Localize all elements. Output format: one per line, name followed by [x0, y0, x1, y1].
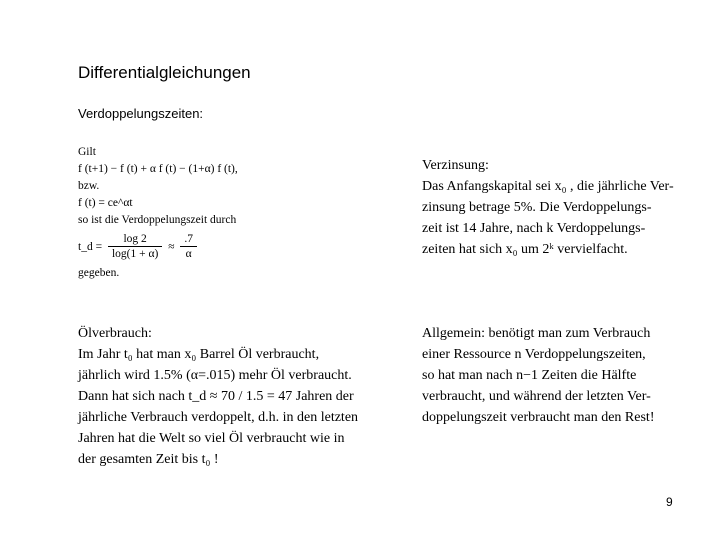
gegeben-text: gegeben. — [78, 267, 120, 279]
doubling-time-intro: so ist die Verdoppelungszeit durch — [78, 214, 237, 226]
general-line: verbraucht, und während der letzten Ver- — [422, 389, 651, 404]
interest-line: zeiten hat sich x₀ um 2ᵏ vervielfacht. — [422, 242, 628, 257]
oil-line: der gesamten Zeit bis t₀ ! — [78, 452, 219, 467]
oil-line: Ölverbrauch: — [78, 326, 152, 341]
log-fraction-numerator: log 2 — [108, 232, 162, 247]
doubling-time-formula-block — [78, 144, 368, 282]
approx-fraction-denominator: α — [185, 248, 192, 261]
oil-line: Dann hat sich nach t_d ≈ 70 / 1.5 = 47 Jahren der — [78, 389, 354, 404]
interest-example-block — [422, 155, 712, 260]
approx-sign: ≈ — [168, 241, 175, 253]
interest-line: zeit ist 14 Jahre, nach k Verdoppelungs- — [422, 221, 646, 236]
general-line: einer Ressource n Verdoppelungszeiten, — [422, 347, 646, 362]
oil-consumption-block — [78, 323, 408, 470]
general-line: Allgemein: benötigt man zum Verbrauch — [422, 326, 651, 341]
oil-line: Jahren hat die Welt so viel Öl verbraucht wie in — [78, 431, 345, 446]
page-number: 9 — [666, 495, 673, 509]
gilt-text: Gilt — [78, 146, 96, 158]
bzw-text: bzw. — [78, 180, 100, 192]
log-fraction-denominator: log(1 + α) — [111, 248, 159, 261]
general-remark-block — [422, 323, 712, 428]
log-fraction — [108, 232, 162, 262]
interest-line: zinsung betrage 5%. Die Verdoppelungs- — [422, 200, 652, 215]
general-line: doppelungszeit verbraucht man den Rest! — [422, 410, 655, 425]
slide-subtitle: Verdoppelungszeiten: — [78, 106, 204, 121]
oil-line: jährlich wird 1.5% (α=.015) mehr Öl verbraucht. — [78, 368, 352, 383]
approx-fraction-numerator: .7 — [180, 232, 197, 247]
interest-line: Verzinsung: — [422, 158, 489, 173]
oil-line: Im Jahr t₀ hat man x₀ Barrel Öl verbraucht, — [78, 347, 320, 362]
general-line: so hat man nach n−1 Zeiten die Hälfte — [422, 368, 637, 383]
difference-equation: f (t+1) − f (t) + α f (t) − (1+α) f (t), — [78, 163, 238, 175]
doubling-time-equation — [78, 229, 368, 265]
slide-title: Differentialgleichungen — [78, 63, 251, 82]
interest-line: Das Anfangskapital sei x₀ , die jährliche Ver- — [422, 179, 674, 194]
approx-fraction — [180, 232, 197, 262]
td-label: t_d = — [78, 241, 103, 253]
oil-line: jährliche Verbrauch verdoppelt, d.h. in den letzten — [78, 410, 359, 425]
exponential-formula: f (t) = ce^αt — [78, 197, 133, 209]
